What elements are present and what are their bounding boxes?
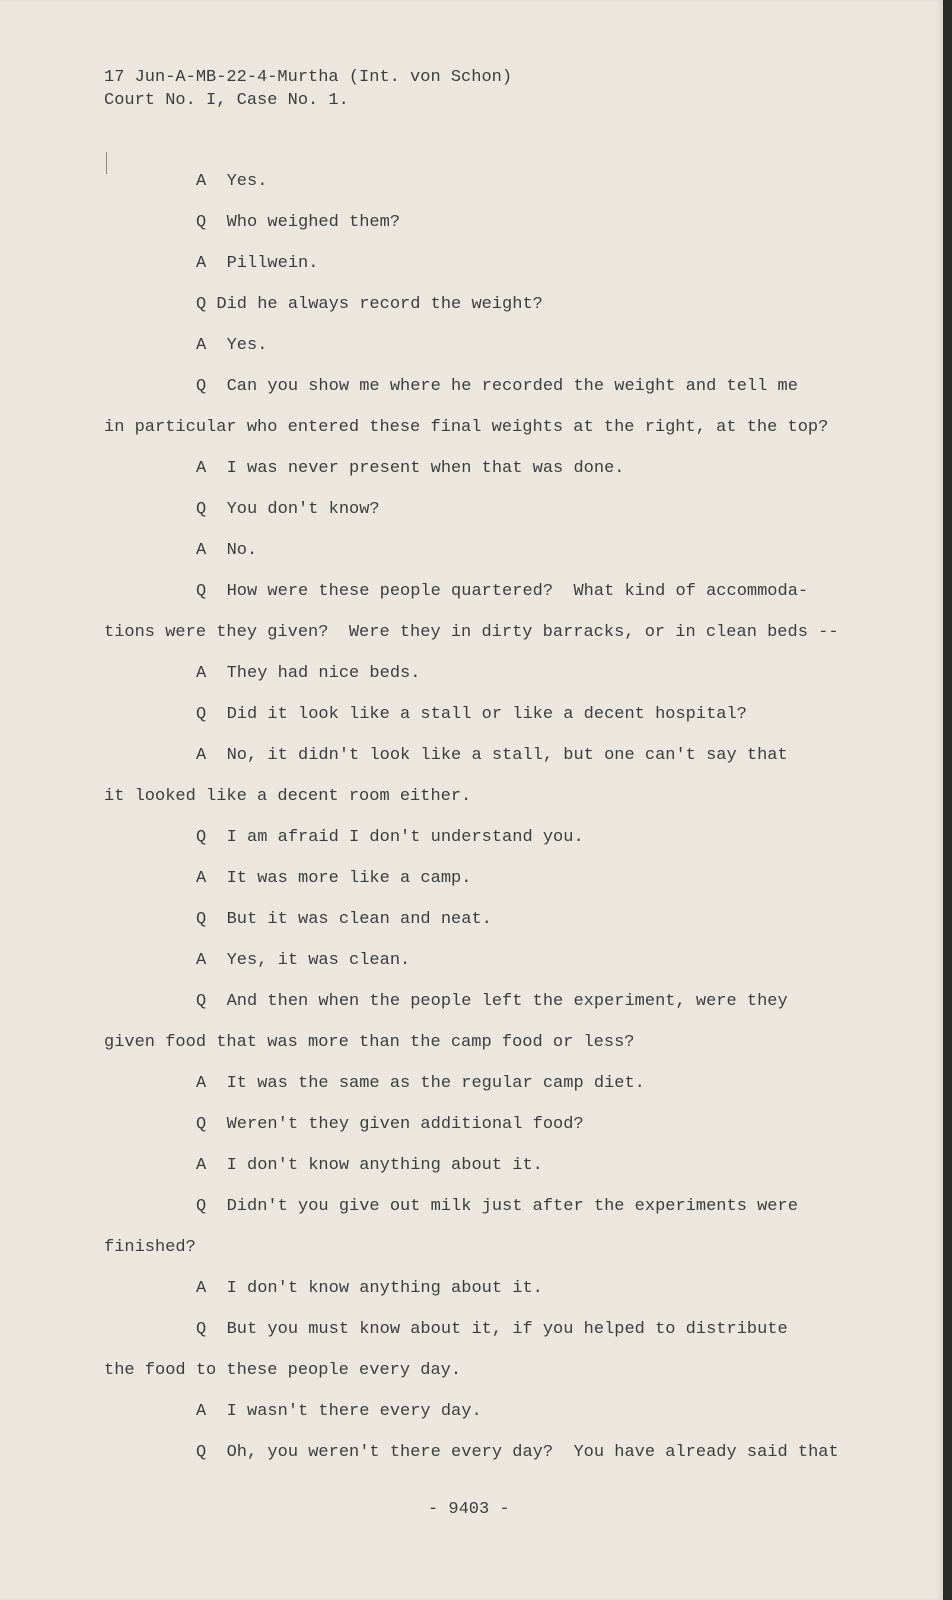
transcript-line: A It was more like a camp. [196,869,472,888]
transcript-line: Q Who weighed them? [196,213,401,232]
transcript-line: A I don't know anything about it. [196,1156,543,1175]
transcript-line: Q But you must know about it, if you helped to distribute [196,1320,788,1339]
transcript-line: Q Did he always record the weight? [196,295,543,314]
transcript-line: tions were they given? Were they in dirty barracks, or in clean beds -- [104,623,839,642]
transcript-line: Q But it was clean and neat. [196,910,492,929]
transcript-line: Q Did it look like a stall or like a decent hospital? [196,705,747,724]
transcript-line: Q You don't know? [196,500,380,519]
header-line-1: 17 Jun-A-MB-22-4-Murtha (Int. von Schon) [104,68,513,87]
transcript-line: A Yes. [196,336,268,355]
scan-border [943,0,952,1600]
transcript-line: Q And then when the people left the experiment, were they [196,992,788,1011]
transcript-line: A I don't know anything about it. [196,1279,543,1298]
transcript-line: A I was never present when that was done. [196,459,625,478]
transcript-line: A No, it didn't look like a stall, but one can't say that [196,746,788,765]
transcript-line: A Pillwein. [196,254,319,273]
page-number: - 9403 - [428,1500,510,1519]
transcript-line: in particular who entered these final weights at the right, at the top? [104,418,829,437]
transcript-line: Q Didn't you give out milk just after the experiments were [196,1197,798,1216]
transcript-line: Q I am afraid I don't understand you. [196,828,584,847]
transcript-line: Q How were these people quartered? What kind of accommoda- [196,582,809,601]
transcript-line: A I wasn't there every day. [196,1402,482,1421]
transcript-line: A Yes, it was clean. [196,951,411,970]
transcript-line: it looked like a decent room either. [104,787,472,806]
transcript-line: Q Can you show me where he recorded the weight and tell me [196,377,798,396]
transcript-line: finished? [104,1238,196,1257]
transcript-line: A It was the same as the regular camp diet. [196,1074,645,1093]
transcript-line: the food to these people every day. [104,1361,462,1380]
transcript-line: Q Oh, you weren't there every day? You have already said that [196,1443,839,1462]
stray-mark [106,152,107,174]
transcript-line: A Yes. [196,172,268,191]
transcript-line: Q Weren't they given additional food? [196,1115,584,1134]
transcript-line: A They had nice beds. [196,664,421,683]
transcript-line: A No. [196,541,258,560]
header-line-2: Court No. I, Case No. 1. [104,91,349,110]
transcript-line: given food that was more than the camp food or less? [104,1033,635,1052]
